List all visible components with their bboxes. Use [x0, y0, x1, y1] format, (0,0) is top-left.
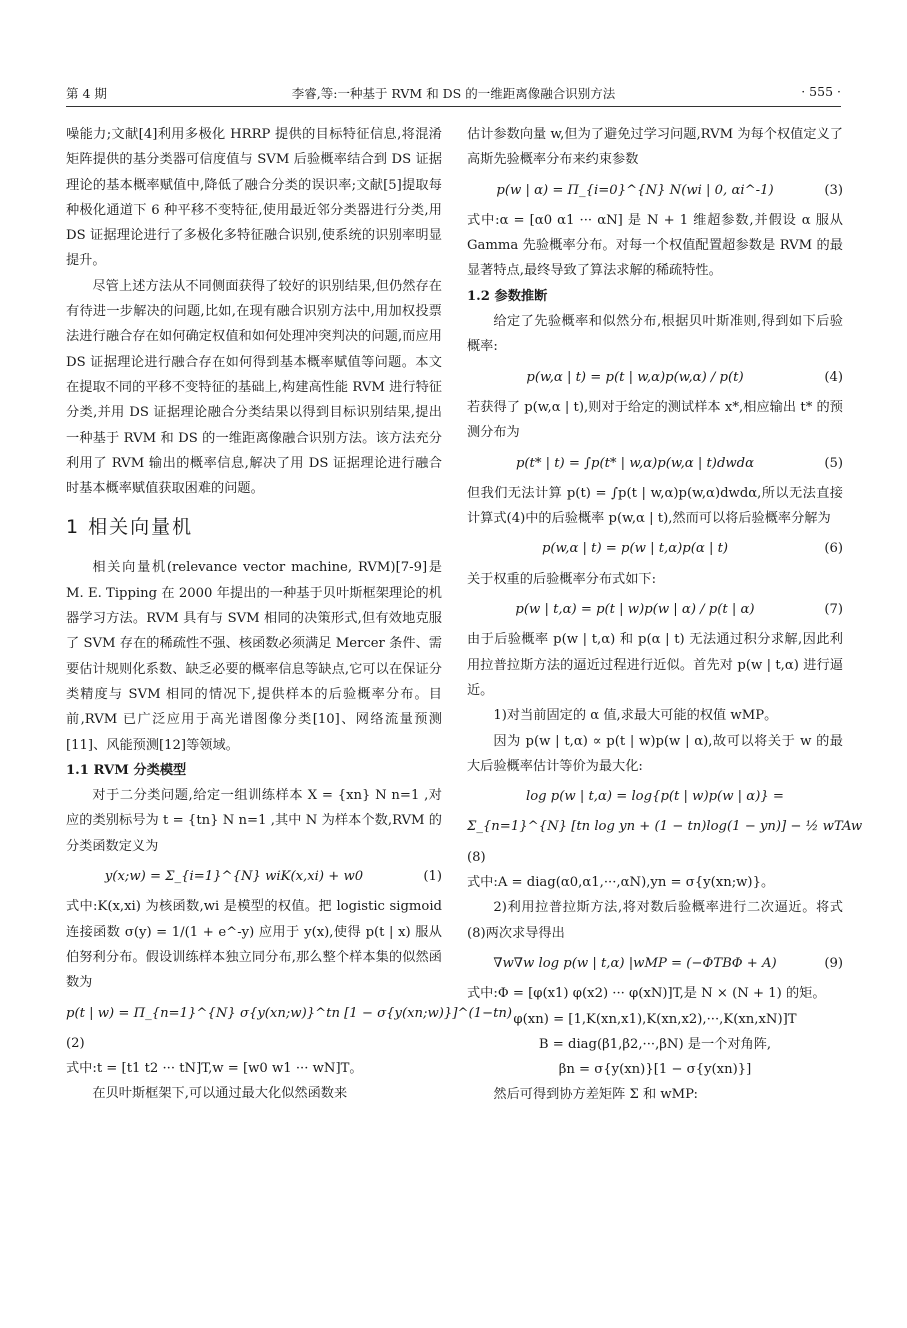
equation-number: (1) — [423, 869, 442, 885]
definition-line: βn = σ{y(xn)}[1 − σ{y(xn)}] — [558, 1062, 752, 1078]
equation-body: p(t* | t) = ∫p(t* | w,α)p(w,α | t)dwdα — [515, 455, 755, 471]
equation-number: (3) — [824, 182, 843, 198]
paragraph: 由于后验概率 p(w | t,α) 和 p(α | t) 无法通过积分求解,因此利用拉普拉斯方法的逼近过程进行近似。首先对 p(w | t,α) 进行逼近。 — [467, 632, 843, 698]
right-column — [467, 122, 863, 1108]
definition-line: B = diag(β1,β2,···,βN) 是一个对角阵, — [538, 1036, 772, 1052]
equation-number: (8) — [467, 849, 486, 865]
equation-9 — [467, 951, 843, 976]
definition-line: φ(xn) = [1,K(xn,x1),K(xn,x2),···,K(xn,xN)]T — [513, 1011, 797, 1027]
running-header — [66, 84, 841, 104]
paragraph: 尽管上述方法从不同侧面获得了较好的识别结果,但仍然存在有待进一步解决的问题,比如,在现有融合识别方法中,用加权投票法进行融合存在如何确定权值和如何处理冲突判决的问题,而应用 DS 证据理论进行融合存在如何得到基本概率赋值等问题。本文在提取不同的平移不变特征的基础上,构建高性能 RVM 进行特征分类,并用 DS 证据理论融合分类结果以得到目标识别结果,提出一种基于 RVM 和 DS 的一维距离像融合识别方法。该方法充分利用了 RVM 输出的概率信息,解决了用 DS 证据理论进行融合时基本概率赋值获取困难的问题。 — [66, 278, 442, 497]
equation-2 — [66, 1001, 513, 1026]
paragraph: 然后可得到协方差矩阵 Σ 和 wMP: — [493, 1087, 698, 1103]
paragraph: 估计参数向量 w,但为了避免过学习问题,RVM 为每个权值定义了高斯先验概率分布来约束参数 — [467, 127, 843, 168]
section-heading: 1 相关向量机 — [66, 516, 194, 539]
equation-number: (9) — [824, 955, 843, 971]
equation-3 — [467, 178, 843, 203]
equation-5 — [467, 451, 843, 476]
paragraph: 式中:A = diag(α0,α1,···,αN),yn = σ{y(xn;w)}。 — [467, 875, 775, 891]
equation-body: p(w | α) = Π_{i=0}^{N} N(wi | 0, αi^-1) — [496, 182, 774, 198]
equation-number: (6) — [824, 541, 843, 557]
equation-body: ∇w∇w log p(w | t,α) |wMP = (−ΦTBΦ + A) — [493, 955, 777, 971]
paragraph: 因为 p(w | t,α) ∝ p(t | w)p(w | α),故可以将关于 w 的最大后验概率估计等价为最大化: — [467, 733, 843, 774]
equation-1 — [66, 864, 442, 889]
equation-body: p(t | w) = Π_{n=1}^{N} σ{y(xn;w)}^tn [1 − σ{y(xn;w)}]^(1−tn) — [66, 1005, 513, 1021]
paragraph: 式中:α = [α0 α1 ··· αN] 是 N + 1 维超参数,并假设 α 服从 Gamma 先验概率分布。对每一个权值配置超参数是 RVM 的最显著特点,最终导致了算法求解的稀疏特性。 — [467, 212, 843, 279]
paragraph: 相关向量机(relevance vector machine, RVM)[7-9]是 M. E. Tipping 在 2000 年提出的一种基于贝叶斯框架理论的机器学习方法。RVM 具有与 SVM 相同的决策形式,但有效地克服了 SVM 存在的稀疏性不强、核函数必须满足 Mercer 条件、需要估计规则化系数、缺乏必要的概率信息等缺点,它可以在保证分类精度与 SVM 相同的情况下,提供样本的后验概率分布。目前,RVM 已广泛应用于高光谱图像分类[10]、网络流量预测[11]、风能预测[12]等领域。 — [66, 560, 442, 753]
equation-4 — [467, 365, 843, 390]
header-rule — [66, 106, 841, 107]
page-number: · 555 · — [801, 84, 841, 99]
equation-body: p(w | t,α) = p(t | w)p(w | α) / p(t | α) — [515, 602, 755, 618]
paragraph: 给定了先验概率和似然分布,根据贝叶斯准则,得到如下后验概率: — [467, 314, 843, 355]
equation-body: Σ_{n=1}^{N} [tn log yn + (1 − tn)log(1 − yn)] − ½ wTAw — [467, 819, 863, 835]
paragraph: 对于二分类问题,给定一组训练样本 X = {xn} N n=1 ,对应的类别标号为 t = {tn} N n=1 ,其中 N 为样本个数,RVM 的分类函数定义为 — [66, 788, 442, 854]
equation-number: (2) — [66, 1035, 85, 1051]
paragraph: 式中:K(x,xi) 为核函数,wi 是模型的权值。把 logistic sigmoid 连接函数 σ(y) = 1/(1 + e^-y) 应用于 y(x),使得 p(t | x) 服从伯努利分布。假设训练样本独立同分布,那么整个样本集的似然函数为 — [66, 899, 442, 991]
equation-6 — [467, 536, 843, 561]
paragraph: 噪能力;文献[4]利用多极化 HRRP 提供的目标特征信息,将混淆矩阵提供的基分类器可信度值与 SVM 后验概率结合到 DS 证据理论的基本概率赋值中,降低了融合分类的误识率;文献[5]提取每种极化通道下 6 种平移不变特征,使用最近邻分类器进行分类,用 DS 证据理论进行了多极化多特征融合识别,使系统的识别率明显提升。 — [66, 127, 442, 269]
equation-body: p(w,α | t) = p(t | w,α)p(w,α) / p(t) — [526, 369, 744, 385]
subsection-heading: 1.1 RVM 分类模型 — [66, 762, 187, 778]
equation-number: (7) — [824, 602, 843, 618]
paragraph: 关于权重的后验概率分布式如下: — [467, 571, 657, 587]
subsection-heading: 1.2 参数推断 — [467, 288, 548, 304]
equation-body: p(w,α | t) = p(w | t,α)p(α | t) — [541, 541, 729, 557]
running-title: 李睿,等:一种基于 RVM 和 DS 的一维距离像融合识别方法 — [291, 86, 616, 101]
paragraph: 若获得了 p(w,α | t),则对于给定的测试样本 x*,相应输出 t* 的预测分布为 — [467, 399, 843, 441]
paragraph: 1)对当前固定的 α 值,求最大可能的权值 wMP。 — [493, 708, 778, 724]
equation-7 — [467, 597, 843, 622]
equation-number: (5) — [824, 455, 843, 471]
equation-body: log p(w | t,α) = log{p(t | w)p(w | α)} = — [526, 789, 784, 805]
paragraph: 但我们无法计算 p(t) = ∫p(t | w,α)p(w,α)dwdα,所以无法直接计算式(4)中的后验概率 p(w,α | t),然而可以将后验概率分解为 — [467, 485, 843, 527]
paragraph: 2)利用拉普拉斯方法,将对数后验概率进行二次逼近。将式(8)两次求导得出 — [467, 900, 843, 941]
issue-number: 第 4 期 — [66, 86, 107, 101]
paragraph: 式中:Φ = [φ(x1) φ(x2) ··· φ(xN)]T,是 N × (N + 1) 的矩。 — [467, 986, 826, 1002]
paragraph: 在贝叶斯框架下,可以通过最大化似然函数来 — [92, 1086, 348, 1102]
equation-8-line-1 — [467, 784, 843, 809]
equation-number: (4) — [824, 369, 843, 385]
equation-body: y(x;w) = Σ_{i=1}^{N} wiK(x,xi) + w0 — [104, 869, 364, 885]
equation-8-line-2 — [467, 814, 863, 839]
paragraph: 式中:t = [t1 t2 ··· tN]T,w = [w0 w1 ··· wN]T。 — [66, 1061, 363, 1077]
